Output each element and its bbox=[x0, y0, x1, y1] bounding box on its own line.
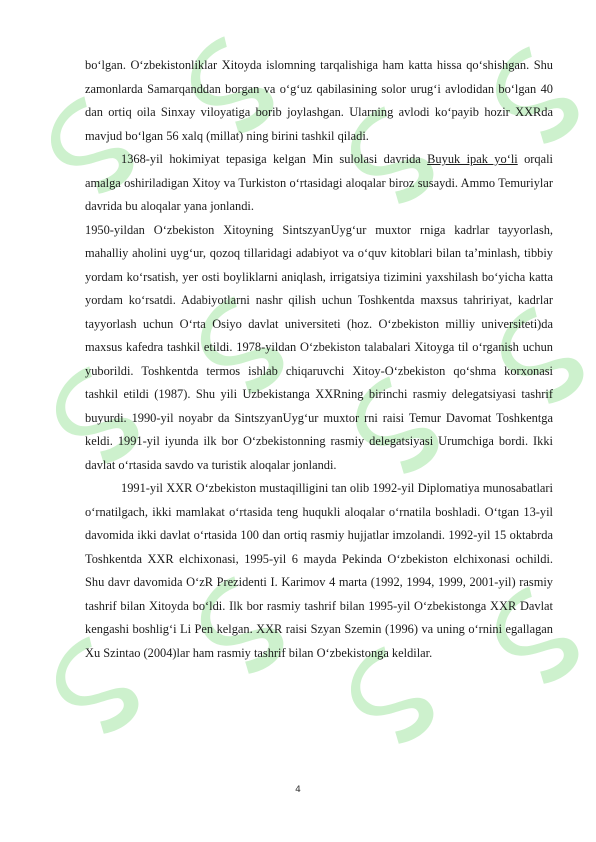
paragraph-2 bbox=[85, 148, 553, 219]
paragraph-4: 1991-yil XXR O‘zbekiston mustaqilligini tan olib 1992-yil Diplomatiya munosabatlari o‘rnatilgach, ikki mamlakat o‘rtasida teng huqukli aloqalar o‘rnatila boshladi. O‘tgan 13-yil davomida ikki davlat o‘rtasida 100 dan ortiq rasmiy hujjatlar imzolandi. 1992-yil 15 oktabrda Toshkentda XXR elchixonasi, 1995-yil 6 mayda Pekinda O‘zbekiston elchixonasi ochildi. Shu davr davomida O‘zR Prezidenti I. Karimov 4 marta (1992, 1994, 1999, 2001-yil) rasmiy tashrif bilan Xitoyda bo‘ldi. Ilk bor rasmiy tashrif bilan 1995-yil O‘zbekistonga XXR Davlat kengashi boshlig‘i Li Pen kelgan. XXR raisi Szyan Szemin (1996) va uning o‘rnini egallagan Xu Szintao (2004)lar ham rasmiy tashrif bilan O‘zbekistonga keldilar. bbox=[85, 481, 553, 660]
buyuk-ipak-yoli-link[interactable]: Buyuk ipak yo‘li bbox=[427, 152, 518, 166]
paragraph-2-text-after: orqali amalga oshiriladigan Xitoy va Turkiston o‘rtasidagi aloqalar biroz susaydi. Ammo Temuriylar davrida bu aloqalar yana jonlandi. bbox=[85, 152, 553, 213]
paragraph-1: bo‘lgan. O‘zbekistonliklar Xitoyda islomning tarqalishiga ham katta hissa qo‘shishgan. Shu zamonlarda Samarqanddan borgan va o‘g‘uz qabilasining solor urug‘i avlodidan bo‘lgan 40 dan ortiq oila Sinxay viloyatiga borib joylashgan. Ularning avlodi ko‘payib hozir XXRda mavjud bo‘lgan 56 xalq (millat) ning birini tashkil qiladi. bbox=[85, 58, 553, 143]
paragraph-3: 1950-yildan O‘zbekiston Xitoyning SintszyanUyg‘ur muxtor rniga kadrlar tayyorlash, mahalliy aholini uyg‘ur, qozoq tillaridagi adabiyot va o‘quv kitoblari bilan ta’minlash, tibbiy yordam ko‘rsatish, yer osti boyliklarni aniqlash, irrigatsiya tizimini yaxshilash bo‘yicha katta yordam ko‘rsatdi. Adabiyotlarni nashr qilish uchun Toshkentda maxsus tahririyat, kadrlar tayyorlash uchun O‘rta Osiyo davlat universiteti (hoz. O‘zbekiston milliy universiteti)da maxsus kafedra tashkil etildi. 1978-yildan O‘zbekiston talabalari Xitoyga til o‘rganish uchun yuborildi. Toshkentda termos ishlab chiqaruvchi Xitoy-O‘zbekiston qo‘shma korxonasi tashkil etildi (1987). Shu yili Uzbekistanga XXRning birinchi rasmiy delegatsiyasi tashrif buyurdi. 1990-yil noyabr da SintszyanUyg‘ur muxtor rni raisi Temur Davomat Toshkentga keldi. 1991-yil iyunda ilk bor O‘zbekistonning rasmiy delegatsiyasi Urumchiga bordi. Ikki davlat o‘rtasida savdo va turistik aloqalar jonlandi. bbox=[85, 222, 553, 472]
paragraph-2-text-before: 1368-yil hokimiyat tepasiga kelgan Min sulolasi davrida bbox=[121, 152, 428, 166]
page-number: 4 bbox=[295, 785, 301, 795]
document-body bbox=[85, 54, 553, 665]
